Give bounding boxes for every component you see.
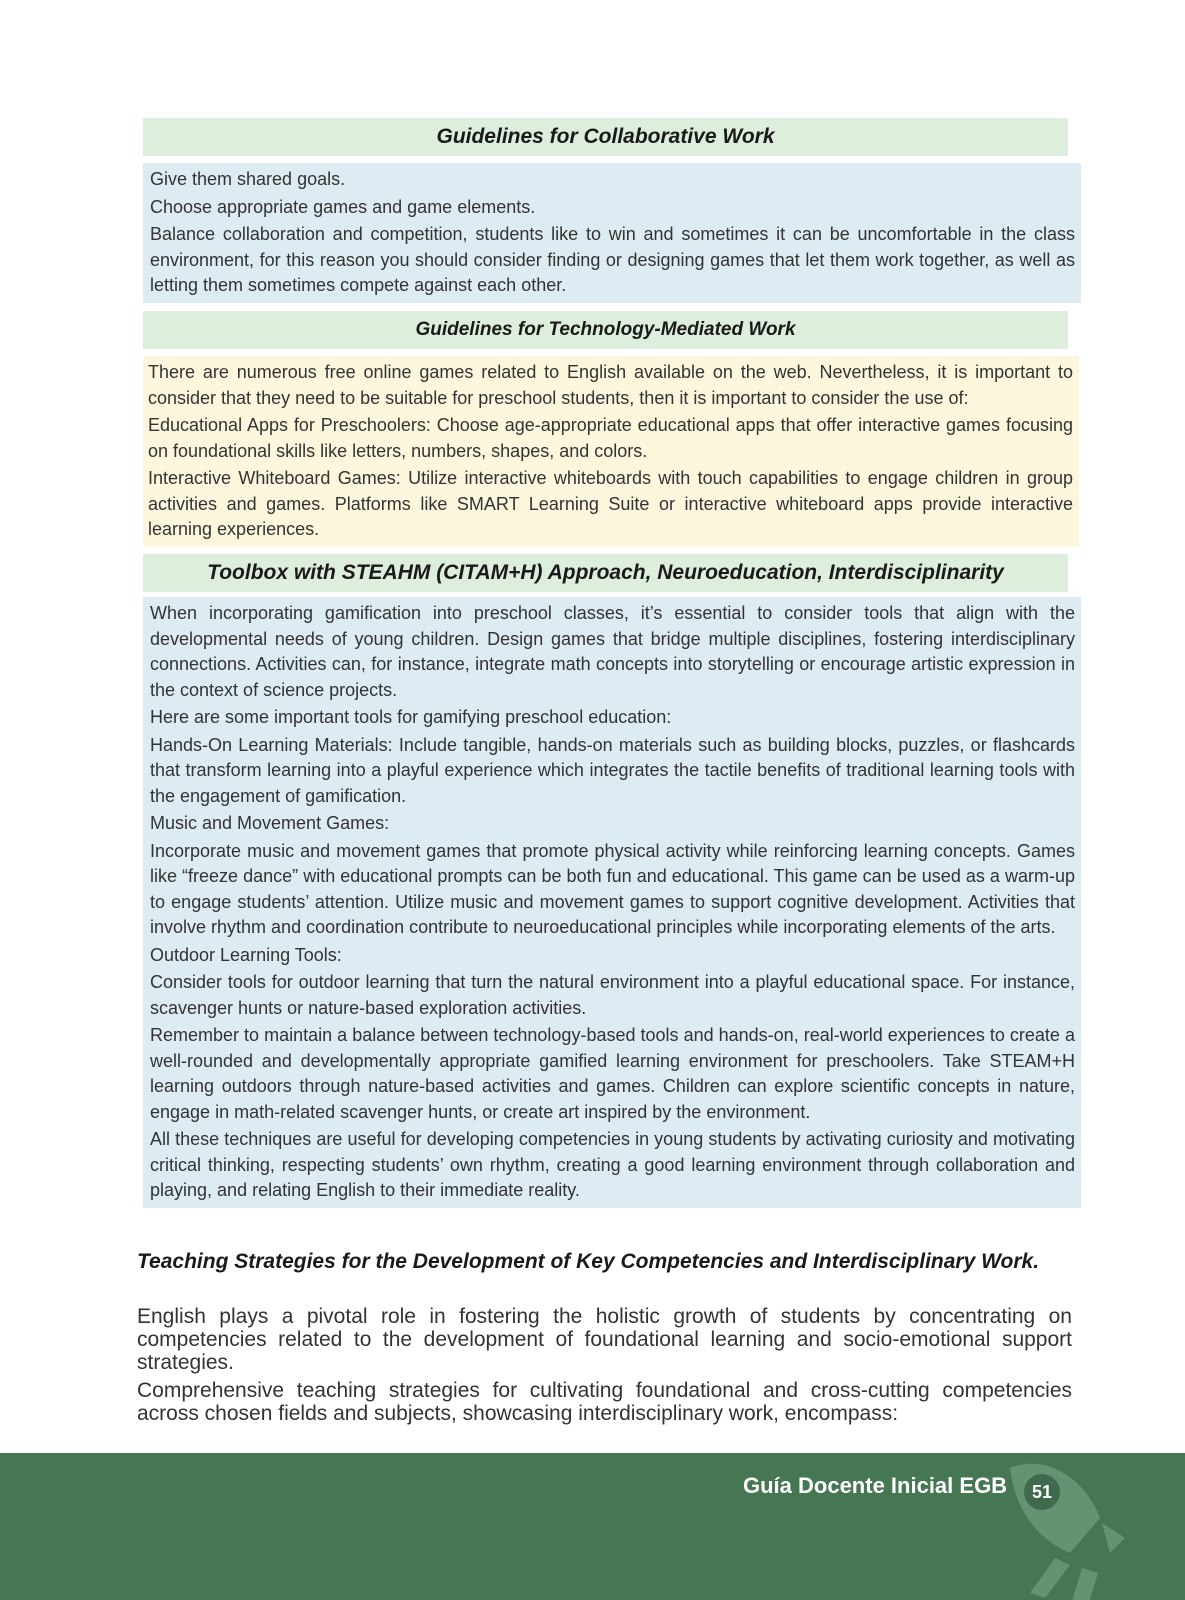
toolbox-item: Incorporate music and movement games that promote physical activity while reinforcing learning concepts. Games like “freeze dance” with educational prompts can be both fun and educational. This game can be used as a warm-up to engage students’ attention. Utilize music and movement games to support cognitive development. Activities that involve rhythm and coordination contribute to neuroeducational principles while incorporating elements of the arts. — [150, 840, 1075, 937]
toolbox-item: Hands-On Learning Materials: Include tangible, hands-on materials such as building blocks, puzzles, or flashcards that transform learning into a playful experience which integrates the tactile benefits of traditional learning tools with the engagement of gamification. — [150, 734, 1075, 806]
tech-item: There are numerous free online games related to English available on the web. Nevertheless, it is important to consider that they need to be suitable for preschool students, then it is important to consider the use of: — [148, 362, 1073, 408]
page-number: 51 — [1024, 1474, 1060, 1510]
collab-item: Balance collaboration and competition, students like to win and sometimes it can be uncomfortable in the class environment, for this reason you should consider finding or designing games that let them work together, as well as letting them sometimes compete against each other. — [150, 224, 1075, 295]
teaching-paragraph: Comprehensive teaching strategies for cultivating foundational and cross-cutting competencies across chosen fields and subjects, showcasing interdisciplinary work, encompass: — [137, 1379, 1072, 1425]
technology-work-heading: Guidelines for Technology-Mediated Work — [143, 311, 1068, 349]
toolbox-box — [143, 597, 1081, 1208]
collaborative-work-heading: Guidelines for Collaborative Work — [143, 118, 1068, 156]
toolbox-item: All these techniques are useful for developing competencies in young students by activating curiosity and motivating critical thinking, respecting students’ own rhythm, creating a good learning environment through collaboration and playing, and relating English to their immediate reality. — [150, 1129, 1075, 1200]
collab-item: Choose appropriate games and game elements. — [150, 196, 536, 217]
tech-item: Educational Apps for Preschoolers: Choose age-appropriate educational apps that offer interactive games focusing on foundational skills like letters, numbers, shapes, and colors. — [148, 415, 1073, 461]
collab-item: Give them shared goals. — [150, 169, 346, 189]
toolbox-item: Here are some important tools for gamifying preschool education: — [150, 707, 672, 727]
tech-item: Interactive Whiteboard Games: Utilize interactive whiteboards with touch capabilities to engage children in group activities and games. Platforms like SMART Learning Suite or interactive whiteboard apps provide interactive learning experiences. — [148, 468, 1073, 539]
technology-work-box — [143, 356, 1079, 547]
teaching-strategies-heading: Teaching Strategies for the Development of Key Competencies and Interdisciplinary Work. — [137, 1250, 1040, 1273]
toolbox-item: Outdoor Learning Tools: — [150, 944, 342, 965]
rocket-icon — [990, 1453, 1140, 1600]
toolbox-item: When incorporating gamification into preschool classes, it’s essential to consider tools that align with the developmental needs of young children. Design games that bridge multiple disciplines, fostering interdisciplinary connections. Activities can, for instance, integrate math concepts into storytelling or encourage artistic expression in the context of science projects. — [150, 603, 1075, 700]
footer-title: Guía Docente Inicial EGB — [743, 1473, 1008, 1498]
collaborative-work-box — [143, 163, 1081, 303]
toolbox-item: Music and Movement Games: — [150, 813, 390, 833]
toolbox-item: Consider tools for outdoor learning that turn the natural environment into a playful educational space. For instance, scavenger hunts or nature-based exploration activities. — [150, 972, 1075, 1018]
toolbox-item: Remember to maintain a balance between technology-based tools and hands-on, real-world experiences to create a well-rounded and developmentally appropriate gamified learning environment for preschoolers. Take STEAM+H learning outdoors through nature-based activities and games. Children can explore scientific concepts in nature, engage in math-related scavenger hunts, or create art inspired by the environment. — [150, 1025, 1075, 1122]
toolbox-heading: Toolbox with STEAHM (CITAM+H) Approach, Neuroeducation, Interdisciplinarity — [143, 554, 1068, 592]
teaching-paragraph: English plays a pivotal role in fostering the holistic growth of students by concentrating on competencies related to the development of foundational learning and socio-emotional support strategies. — [137, 1305, 1072, 1374]
page-footer — [0, 1453, 1185, 1600]
